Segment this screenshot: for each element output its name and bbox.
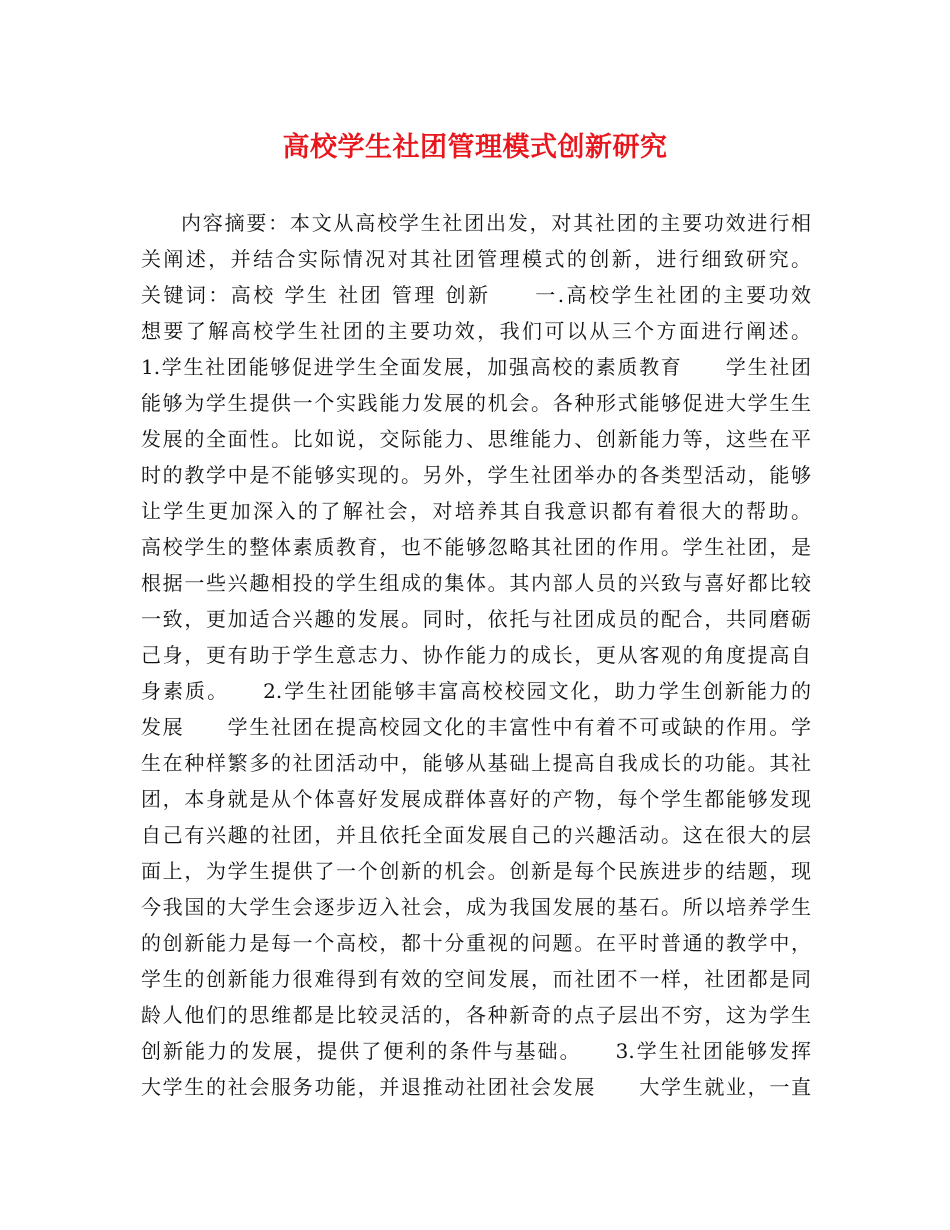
text-line: 身素质。 2.学生社团能够丰富高校校园文化，助力学生创新能力的 xyxy=(141,679,811,703)
text-line: 今我国的大学生会逐步迈入社会，成为我国发展的基石。所以培养学生 xyxy=(141,895,811,919)
text-line: 想要了解高校学生社团的主要功效，我们可以从三个方面进行阐述。 xyxy=(141,319,811,343)
text-line: 己身，更有助于学生意志力、协作能力的成长，更从客观的角度提高自 xyxy=(141,643,811,667)
text-line: 内容摘要：本文从高校学生社团出发，对其社团的主要功效进行相 xyxy=(181,211,811,235)
text-line: 创新能力的发展，提供了便利的条件与基础。 3.学生社团能够发挥 xyxy=(141,1039,811,1063)
text-line: 关阐述，并结合实际情况对其社团管理模式的创新，进行细致研究。 xyxy=(141,247,811,271)
text-line: 时的教学中是不能够实现的。另外，学生社团举办的各类型活动，能够 xyxy=(141,463,811,487)
text-line: 能够为学生提供一个实践能力发展的机会。各种形式能够促进大学生生 xyxy=(141,391,811,415)
text-line: 发展的全面性。比如说，交际能力、思维能力、创新能力等，这些在平 xyxy=(141,427,811,451)
text-line: 生在种样繁多的社团活动中，能够从基础上提高自我成长的功能。其社 xyxy=(141,751,811,775)
text-line: 的创新能力是每一个高校，都十分重视的问题。在平时普通的教学中， xyxy=(141,931,811,955)
text-line: 面上，为学生提供了一个创新的机会。创新是每个民族进步的结题，现 xyxy=(141,859,811,883)
text-line: 自己有兴趣的社团，并且依托全面发展自己的兴趣活动。这在很大的层 xyxy=(141,823,811,847)
text-line: 学生的创新能力很难得到有效的空间发展，而社团不一样，社团都是同 xyxy=(141,967,811,991)
text-line: 高校学生的整体素质教育，也不能够忽略其社团的作用。学生社团，是 xyxy=(141,535,811,559)
text-line: 发展 学生社团在提高校园文化的丰富性中有着不可或缺的作用。学 xyxy=(141,715,811,739)
text-line: 让学生更加深入的了解社会，对培养其自我意识都有着很大的帮助。 xyxy=(141,499,811,523)
text-line: 大学生的社会服务功能，并退推动社团社会发展 大学生就业，一直 xyxy=(141,1075,811,1099)
text-line: 龄人他们的思维都是比较灵活的，各种新奇的点子层出不穷，这为学生 xyxy=(141,1003,811,1027)
text-line: 团，本身就是从个体喜好发展成群体喜好的产物，每个学生都能够发现 xyxy=(141,787,811,811)
text-line: 一致，更加适合兴趣的发展。同时，依托与社团成员的配合，共同磨砺 xyxy=(141,607,811,631)
text-line: 根据一些兴趣相投的学生组成的集体。其内部人员的兴致与喜好都比较 xyxy=(141,571,811,595)
text-line: 1.学生社团能够促进学生全面发展，加强高校的素质教育 学生社团 xyxy=(141,355,811,379)
text-line: 关键词：高校 学生 社团 管理 创新 一.高校学生社团的主要功效 xyxy=(141,283,811,307)
page-title: 高校学生社团管理模式创新研究 xyxy=(282,132,668,163)
body-text xyxy=(141,205,811,1105)
